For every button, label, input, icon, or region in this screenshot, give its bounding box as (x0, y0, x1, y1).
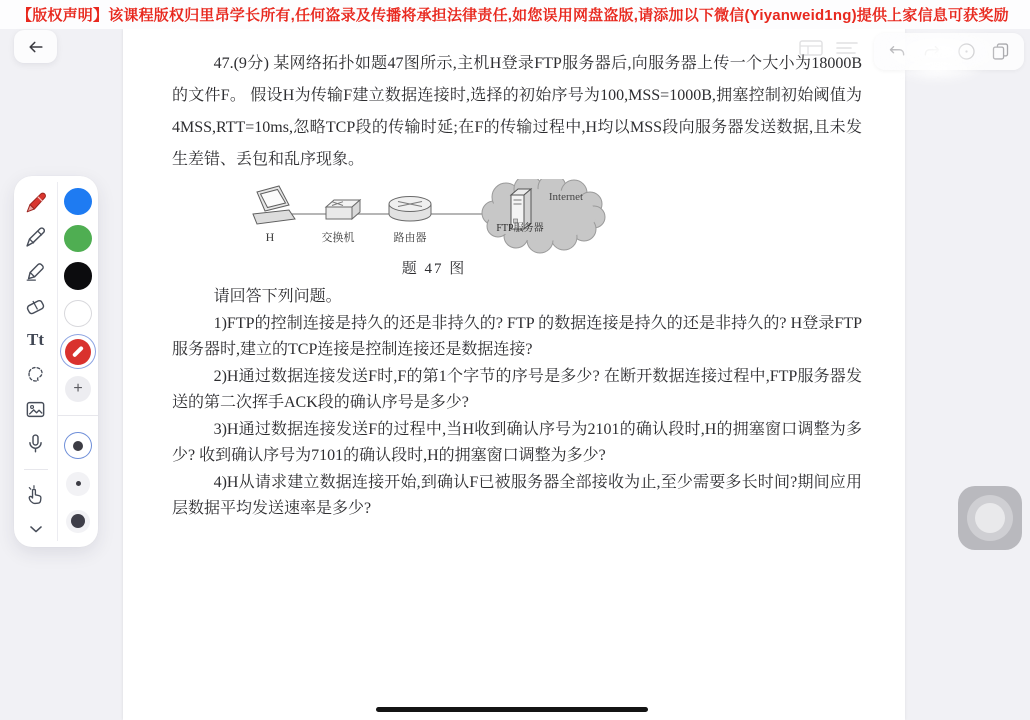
top-right-controls (874, 33, 1024, 70)
faded-overlay-icons (799, 40, 859, 56)
color-black-swatch[interactable] (64, 262, 92, 289)
colors-divider (58, 415, 98, 416)
label-ftp-server: FTP服务器 (496, 223, 544, 234)
back-button[interactable] (14, 30, 57, 63)
internet-cloud (482, 179, 605, 253)
redo-icon[interactable] (921, 41, 942, 62)
record-circle-icon[interactable] (956, 41, 977, 62)
copyright-banner-text: 【版权声明】该课程版权归里昂学长所有,任何盗录及传播将承担法律责任,如您误用网盘盗版,请添加以下微信(Yiyanweid1ng)提供上家信息可获奖励 (17, 7, 1009, 24)
topology-figure (248, 179, 620, 278)
ghost-grid-icon (799, 40, 823, 56)
pages-icon[interactable] (990, 41, 1011, 62)
question-4: 4)H从请求建立数据连接开始,到确认F已被服务器全部接收为止,至少需要多长时间?期间应用层数据平均发送速率是多少? (172, 473, 862, 517)
document-content (172, 48, 862, 523)
chevron-down-icon (25, 518, 47, 540)
text-tool-icon: Tt (27, 330, 44, 350)
color-blue-swatch[interactable] (64, 188, 92, 215)
label-switch: 交换机 (321, 232, 355, 244)
stroke-size-large[interactable] (66, 510, 90, 533)
lasso-icon (24, 363, 47, 386)
figure-caption: 题 47 图 (401, 261, 467, 277)
highlighter-icon (24, 260, 47, 283)
network-topology-diagram (248, 179, 620, 255)
question-2: 2)H通过数据连接发送F时,F的第1个字节的序号是多少? 在断开数据连接过程中,FTP服务器发送的第二次挥手ACK段的确认序号是多少? (172, 367, 862, 411)
annotation-toolbar (14, 176, 98, 547)
eraser-tool-button[interactable] (19, 289, 53, 322)
stroke-dot-small (76, 481, 81, 486)
stroke-dot-medium (73, 441, 83, 451)
colors-column (58, 176, 98, 547)
gesture-hand-icon (24, 483, 47, 506)
color-red-swatch-selected[interactable] (60, 334, 96, 369)
assistive-touch-ring (967, 495, 1013, 541)
label-host: H (265, 230, 275, 244)
undo-icon[interactable] (887, 41, 908, 62)
tools-column (14, 176, 57, 547)
lasso-tool-button[interactable] (19, 358, 53, 391)
red-pen-color-icon (65, 339, 91, 365)
copyright-banner (0, 0, 1030, 29)
stroke-dot-large (71, 514, 85, 528)
image-icon (24, 398, 47, 421)
image-tool-button[interactable] (19, 392, 53, 425)
question-prompt: 请回答下列问题。 (213, 288, 342, 305)
pen-tool-button[interactable] (19, 186, 53, 219)
question-intro-paragraph: 47.(9分) 某网络拓扑如题47图所示,主机H登录FTP服务器后,向服务器上传一个大小为18000B的文件F。 假设H为传输F建立数据连接时,选择的初始序号为100,MSS=1000B,拥塞控制初始阈值为4MSS,RTT=10ms,忽略TCP段的传输时延;在F的传输过程中,H均以MSS段向服务器发送数据,且未发生差错、丢包和乱序现象。 (172, 55, 862, 168)
collapse-toolbar-button[interactable] (19, 513, 53, 546)
back-arrow-icon (26, 37, 46, 57)
add-color-button[interactable]: + (65, 376, 91, 402)
document-page (123, 29, 905, 720)
assistive-touch-core (975, 503, 1005, 533)
pen-glyph (72, 346, 84, 358)
pencil-icon (24, 226, 47, 249)
laptop-icon (253, 186, 295, 224)
color-green-swatch[interactable] (64, 225, 92, 252)
highlighter-tool-button[interactable] (19, 255, 53, 288)
stroke-size-medium-selected[interactable] (64, 432, 92, 459)
question-3: 3)H通过数据连接发送F的过程中,当H收到确认序号为2101的确认段时,H的拥塞窗口调整为多少? 收到确认序号为7101的确认段时,H的拥塞窗口调整为多少? (172, 420, 862, 464)
router-icon (389, 197, 431, 222)
pencil-tool-button[interactable] (19, 220, 53, 253)
assistive-touch-button[interactable] (958, 486, 1022, 550)
ghost-lines-icon (835, 40, 859, 56)
tools-divider (24, 469, 48, 470)
stroke-size-small[interactable] (66, 472, 90, 495)
pen-icon (24, 191, 48, 215)
eraser-icon (24, 294, 47, 317)
label-router: 路由器 (393, 232, 427, 244)
microphone-tool-button[interactable] (19, 427, 53, 460)
gesture-tool-button[interactable] (19, 478, 53, 511)
label-internet: Internet (548, 191, 584, 203)
color-white-swatch[interactable] (64, 300, 92, 327)
home-indicator[interactable] (376, 707, 648, 712)
switch-icon (326, 200, 360, 219)
question-1: 1)FTP的控制连接是持久的还是非持久的? FTP 的数据连接是持久的还是非持久的? H登录FTP服务器时,建立的TCP连接是控制连接还是数据连接? (172, 314, 862, 358)
text-tool-button[interactable] (19, 324, 53, 357)
microphone-icon (24, 432, 47, 455)
